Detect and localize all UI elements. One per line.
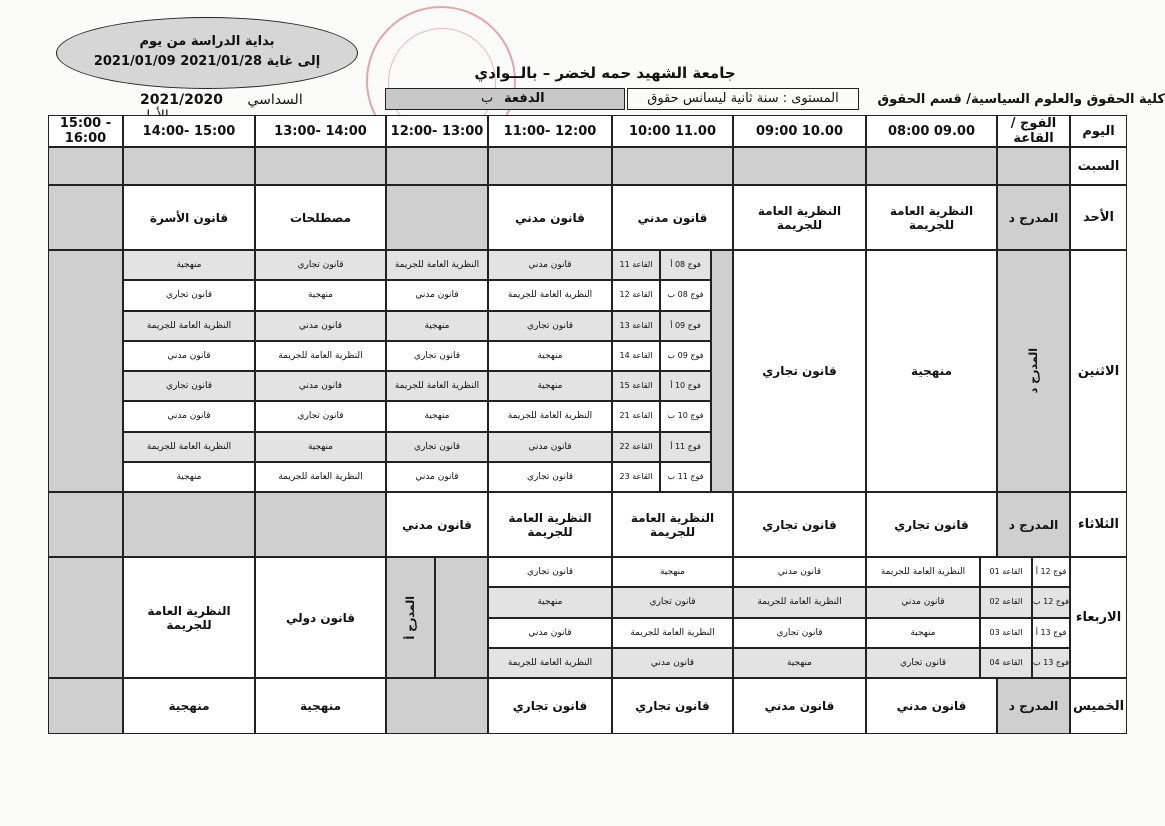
day-monday — [1070, 250, 1127, 492]
monday-group-3 — [660, 341, 711, 371]
wednesday-g1-slot-0 — [866, 587, 980, 617]
start-date-oval — [56, 17, 358, 89]
monday-room — [997, 250, 1070, 492]
thursday-slot-2 — [733, 678, 866, 734]
thursday-slot-7 — [123, 678, 255, 734]
monday-group-4-text: فوج 10 أ — [670, 381, 701, 391]
monday-g0-slot-0 — [488, 250, 612, 280]
wednesday-g3-slot-2 — [612, 648, 733, 678]
wednesday-room-3-text: القاعة 04 — [989, 657, 1023, 667]
wednesday-g3-slot-1-text: منهجية — [786, 657, 813, 668]
wednesday-room-3 — [980, 648, 1032, 678]
wednesday-group-0 — [1032, 557, 1070, 587]
wednesday-g3-slot-0 — [866, 648, 980, 678]
monday-room-4-text: القاعة 15 — [619, 381, 653, 391]
monday-g1-slot-0 — [488, 280, 612, 310]
monday-g7-slot-2 — [255, 462, 386, 492]
wednesday-g0-slot-2-text: منهجية — [659, 567, 686, 578]
monday-g4-slot-0 — [488, 371, 612, 401]
wednesday-g1-slot-1-text: النظرية العامة للجريمة — [757, 597, 842, 608]
monday-group-6 — [660, 432, 711, 462]
monday-g5-slot-1-text: منهجية — [424, 411, 450, 422]
sunday-slot-4 — [488, 185, 612, 250]
monday-group-1 — [660, 280, 711, 310]
monday-g1-slot-2 — [255, 280, 386, 310]
tuesday-empty-6 — [255, 492, 386, 557]
monday-g7-slot-0-text: قانون تجاري — [526, 471, 574, 482]
wednesday-g1-slot-0-text: قانون مدني — [901, 597, 945, 608]
monday-g5-slot-2 — [255, 401, 386, 431]
thursday-slot-4 — [488, 678, 612, 734]
monday-room-2-text: القاعة 13 — [619, 320, 653, 330]
monday-group-2 — [660, 311, 711, 341]
header-time-1 — [866, 115, 997, 147]
header-time-2-text: 09:00 10.00 — [755, 123, 844, 139]
monday-g2-slot-1 — [386, 311, 488, 341]
monday-g3-slot-1-text: قانون تجاري — [413, 350, 461, 361]
wednesday-room-2-text: القاعة 03 — [989, 627, 1023, 637]
day-saturday-text: السبت — [1077, 158, 1120, 174]
monday-g5-slot-2-text: قانون تجاري — [297, 411, 344, 422]
wednesday-g0-slot-0-text: النظرية العامة للجريمة — [880, 567, 966, 578]
batch-box — [385, 88, 625, 110]
thursday-slot-3-text: قانون تجاري — [635, 699, 710, 713]
tuesday-slot-4-text: النظرية العامة للجريمة — [508, 510, 592, 539]
monday-g4-slot-1 — [386, 371, 488, 401]
wednesday-room-0-text: القاعة 01 — [989, 567, 1023, 577]
header-time-2 — [733, 115, 866, 147]
wednesday-slot-6 — [255, 557, 386, 678]
header-time-8 — [48, 115, 123, 147]
monday-g3-slot-3-text: قانون مدني — [167, 350, 211, 361]
wednesday-g1-slot-1 — [733, 587, 866, 617]
monday-room-7-text: القاعة 23 — [619, 471, 653, 481]
wednesday-group-1 — [1032, 587, 1070, 617]
monday-g1-slot-2-text: منهجية — [307, 290, 334, 301]
header-time-1-text: 08:00 09.00 — [887, 123, 976, 139]
wednesday-g2-slot-2 — [612, 618, 733, 648]
thursday-slot-1-text: قانون مدني — [896, 699, 967, 713]
monday-g6-slot-2-text: منهجية — [307, 441, 334, 452]
monday-g3-slot-2-text: النظرية العامة للجريمة — [278, 350, 363, 361]
monday-room-0-text: القاعة 11 — [619, 260, 653, 270]
wednesday-g2-slot-0 — [866, 618, 980, 648]
wednesday-g2-slot-2-text: النظرية العامة للجريمة — [630, 627, 715, 638]
sunday-slot-6-text: مصطلحات — [289, 210, 352, 225]
wednesday-g0-slot-3 — [488, 557, 612, 587]
wednesday-g3-slot-2-text: قانون مدني — [650, 657, 695, 668]
monday-slot-2-text: قانون تجاري — [762, 364, 837, 378]
saturday-empty-3 — [612, 147, 733, 185]
monday-group-0-text: فوج 08 أ — [670, 260, 701, 270]
wednesday-group-2 — [1032, 618, 1070, 648]
wednesday-room-amphi — [386, 557, 435, 678]
monday-group-7-text: فوج 11 ب — [667, 471, 704, 481]
monday-g2-slot-0-text: قانون تجاري — [526, 320, 574, 331]
monday-group-4 — [660, 371, 711, 401]
header-time-4-text: 11:00- 12:00 — [503, 123, 597, 139]
monday-g7-slot-1-text: قانون مدني — [415, 471, 459, 482]
wednesday-room-2 — [980, 618, 1032, 648]
wednesday-g2-slot-3 — [488, 618, 612, 648]
header-time-4 — [488, 115, 612, 147]
sunday-slot-1 — [866, 185, 997, 250]
header-time-3 — [612, 115, 733, 147]
header-time-6 — [255, 115, 386, 147]
monday-g6-slot-0 — [488, 432, 612, 462]
monday-g5-slot-1 — [386, 401, 488, 431]
day-thursday — [1070, 678, 1127, 734]
monday-group-5-text: فوج 10 ب — [667, 411, 704, 421]
batch-label: الدفعة — [504, 91, 545, 106]
wednesday-group-3 — [1032, 648, 1070, 678]
wednesday-room-0 — [980, 557, 1032, 587]
monday-group-6-text: فوج 11 أ — [670, 441, 701, 451]
header-time-7-text: 14:00- 15:00 — [142, 123, 236, 139]
tuesday-slot-3-text: النظرية العامة للجريمة — [630, 510, 715, 539]
wednesday-slot-7-text: النظرية العامة للجريمة — [147, 603, 231, 632]
monday-g1-slot-1-text: قانون مدني — [415, 290, 459, 301]
wednesday-slot-6-text: قانون دولي — [285, 610, 356, 625]
saturday-empty-4 — [488, 147, 612, 185]
monday-g7-slot-3-text: منهجية — [176, 471, 202, 482]
tuesday-room-text: المدرج د — [1008, 517, 1059, 532]
monday-slot-1 — [866, 250, 997, 492]
tuesday-slot-1 — [866, 492, 997, 557]
level-text: المستوى : سنة ثانية ليسانس حقوق — [647, 91, 839, 106]
wednesday-g0-slot-3-text: قانون تجاري — [526, 567, 574, 578]
monday-g7-slot-2-text: النظرية العامة للجريمة — [278, 471, 363, 482]
monday-g3-slot-3 — [123, 341, 255, 371]
sunday-slot-7-text: قانون الأسرة — [149, 210, 229, 225]
wednesday-g2-slot-1-text: قانون تجاري — [776, 627, 823, 638]
oval-line1: بداية الدراسة من يوم — [139, 34, 275, 49]
level-box — [627, 88, 859, 110]
wednesday-g1-slot-3-text: منهجية — [537, 597, 563, 608]
header-time-5 — [386, 115, 488, 147]
thursday-empty-5 — [386, 678, 488, 734]
monday-group-0 — [660, 250, 711, 280]
monday-g5-slot-0 — [488, 401, 612, 431]
monday-g2-slot-2 — [255, 311, 386, 341]
wednesday-slot-7 — [123, 557, 255, 678]
monday-g7-slot-1 — [386, 462, 488, 492]
header-day — [1070, 115, 1127, 147]
day-tuesday-text: الثلاثاء — [1078, 517, 1119, 532]
wednesday-g3-slot-1 — [733, 648, 866, 678]
header-time-5-text: 12:00- 13:00 — [390, 123, 484, 139]
monday-g0-slot-1-text: النظرية العامة للجريمة — [394, 260, 480, 271]
saturday-empty-7 — [123, 147, 255, 185]
wednesday-g3-slot-0-text: قانون تجاري — [899, 657, 947, 668]
header-time-7 — [123, 115, 255, 147]
monday-g3-slot-0 — [488, 341, 612, 371]
monday-divider — [711, 250, 733, 492]
thursday-room — [997, 678, 1070, 734]
day-tuesday — [1070, 492, 1127, 557]
sunday-room-text: المدرج د — [1008, 210, 1059, 225]
monday-room-1 — [612, 280, 660, 310]
monday-g5-slot-3 — [123, 401, 255, 431]
sunday-slot-2 — [733, 185, 866, 250]
monday-room-6 — [612, 432, 660, 462]
saturday-empty-1 — [866, 147, 997, 185]
thursday-slot-6 — [255, 678, 386, 734]
sunday-slot-7 — [123, 185, 255, 250]
thursday-slot-6-text: منهجية — [299, 699, 342, 713]
wednesday-g2-slot-3-text: قانون مدني — [528, 627, 572, 638]
monday-group-2-text: فوج 09 أ — [670, 320, 701, 330]
header-day-text: اليوم — [1082, 123, 1115, 139]
day-monday-text: الاثنين — [1077, 363, 1120, 379]
monday-g2-slot-3-text: النظرية العامة للجريمة — [146, 320, 232, 331]
monday-g4-slot-3 — [123, 371, 255, 401]
sunday-empty-5 — [386, 185, 488, 250]
monday-room-3 — [612, 341, 660, 371]
monday-g7-slot-3 — [123, 462, 255, 492]
wednesday-room-1-text: القاعة 02 — [989, 597, 1023, 607]
thursday-slot-1 — [866, 678, 997, 734]
header-group — [997, 115, 1070, 147]
monday-g2-slot-0 — [488, 311, 612, 341]
sunday-slot-3-text: قانون مدني — [637, 210, 708, 225]
monday-group-3-text: فوج 09 ب — [667, 350, 704, 360]
university-title: جامعة الشهيد حمه لخضر – بالــوادي — [474, 64, 736, 82]
semester-label: السداسي — [247, 92, 303, 108]
monday-g3-slot-0-text: منهجية — [537, 350, 563, 361]
monday-g4-slot-1-text: النظرية العامة للجريمة — [394, 381, 480, 392]
tuesday-slot-4 — [488, 492, 612, 557]
monday-empty-8 — [48, 250, 123, 492]
wednesday-g1-slot-3 — [488, 587, 612, 617]
wednesday-group-1-text: فوج 12 ب — [1033, 597, 1069, 607]
monday-g4-slot-3-text: قانون تجاري — [165, 381, 213, 392]
wednesday-g0-slot-2 — [612, 557, 733, 587]
monday-g4-slot-2 — [255, 371, 386, 401]
thursday-slot-3 — [612, 678, 733, 734]
monday-g1-slot-1 — [386, 280, 488, 310]
tuesday-slot-3 — [612, 492, 733, 557]
wednesday-g1-slot-2-text: قانون تجاري — [649, 597, 696, 608]
monday-room-2 — [612, 311, 660, 341]
monday-room-3-text: القاعة 14 — [619, 350, 653, 360]
year: 2021/2020 — [140, 92, 224, 108]
monday-room-4 — [612, 371, 660, 401]
wednesday-room-1 — [980, 587, 1032, 617]
monday-g3-slot-2 — [255, 341, 386, 371]
wednesday-group-2-text: فوج 13 أ — [1035, 627, 1067, 637]
saturday-empty-6 — [255, 147, 386, 185]
monday-g7-slot-0 — [488, 462, 612, 492]
header-time-3-text: 10:00 11.00 — [628, 123, 717, 139]
day-thursday-text: الخميس — [1072, 698, 1125, 714]
monday-g0-slot-3 — [123, 250, 255, 280]
monday-g6-slot-3-text: النظرية العامة للجريمة — [146, 441, 232, 452]
monday-slot-2 — [733, 250, 866, 492]
wednesday-g0-slot-1 — [733, 557, 866, 587]
faculty-title: كلية الحقوق والعلوم السياسية/ قسم الحقوق — [877, 92, 1165, 107]
monday-g0-slot-1 — [386, 250, 488, 280]
tuesday-slot-2 — [733, 492, 866, 557]
day-wednesday-text: الاربعاء — [1075, 610, 1122, 625]
monday-g4-slot-0-text: منهجية — [537, 381, 563, 392]
monday-g1-slot-3-text: قانون تجاري — [165, 290, 213, 301]
wednesday-g2-slot-0-text: منهجية — [910, 627, 936, 638]
monday-g3-slot-1 — [386, 341, 488, 371]
thursday-slot-2-text: قانون مدني — [764, 699, 835, 713]
monday-g5-slot-3-text: قانون مدني — [167, 411, 211, 422]
tuesday-room — [997, 492, 1070, 557]
monday-g6-slot-3 — [123, 432, 255, 462]
thursday-slot-4-text: قانون تجاري — [512, 699, 588, 713]
monday-g0-slot-0-text: قانون مدني — [528, 260, 572, 271]
sunday-empty-8 — [48, 185, 123, 250]
header-group-text: الفوج / القاعة — [1010, 116, 1057, 146]
sunday-slot-4-text: قانون مدني — [515, 210, 585, 225]
monday-room-0 — [612, 250, 660, 280]
wednesday-gap — [435, 557, 488, 678]
wednesday-empty-8 — [48, 557, 123, 678]
batch-value: ب — [481, 91, 494, 106]
monday-room-5-text: القاعة 21 — [619, 411, 653, 421]
tuesday-slot-1-text: قانون تجاري — [894, 517, 969, 532]
monday-room-5 — [612, 401, 660, 431]
saturday-empty-8 — [48, 147, 123, 185]
day-sunday-text: الأحد — [1082, 210, 1114, 225]
sunday-slot-1-text: النظرية العامة للجريمة — [889, 203, 974, 232]
oval-line2: 2021/01/09 إلى غاية 2021/01/28 — [93, 54, 321, 69]
wednesday-room-amphi-text: المدرج أ — [404, 595, 417, 640]
wednesday-group-0-text: فوج 12 أ — [1035, 567, 1067, 577]
day-saturday — [1070, 147, 1127, 185]
sunday-slot-2-text: النظرية العامة للجريمة — [757, 203, 842, 232]
monday-g4-slot-2-text: قانون مدني — [298, 381, 343, 392]
day-sunday — [1070, 185, 1127, 250]
monday-room-1-text: القاعة 12 — [619, 290, 653, 300]
thursday-room-text: المدرج د — [1008, 699, 1059, 713]
wednesday-g0-slot-1-text: قانون مدني — [777, 567, 822, 578]
tuesday-slot-2-text: قانون تجاري — [762, 517, 837, 532]
tuesday-slot-5 — [386, 492, 488, 557]
monday-g0-slot-3-text: منهجية — [176, 260, 202, 271]
tuesday-empty-8 — [48, 492, 123, 557]
monday-g6-slot-1-text: قانون تجاري — [413, 441, 461, 452]
monday-room-7 — [612, 462, 660, 492]
tuesday-slot-5-text: قانون مدني — [402, 517, 472, 532]
monday-group-7 — [660, 462, 711, 492]
monday-g5-slot-0-text: النظرية العامة للجريمة — [507, 411, 593, 422]
monday-g0-slot-2-text: قانون تجاري — [297, 260, 344, 271]
monday-room-text: المدرج د — [1027, 348, 1040, 394]
monday-g6-slot-0-text: قانون مدني — [528, 441, 572, 452]
monday-group-5 — [660, 401, 711, 431]
sunday-room — [997, 185, 1070, 250]
monday-room-6-text: القاعة 22 — [619, 441, 653, 451]
wednesday-g0-slot-0 — [866, 557, 980, 587]
thursday-empty-8 — [48, 678, 123, 734]
wednesday-g3-slot-3 — [488, 648, 612, 678]
monday-g2-slot-3 — [123, 311, 255, 341]
monday-group-1-text: فوج 08 ب — [667, 290, 704, 300]
sunday-slot-3 — [612, 185, 733, 250]
monday-g1-slot-3 — [123, 280, 255, 310]
monday-g1-slot-0-text: النظرية العامة للجريمة — [507, 290, 593, 301]
monday-g2-slot-1-text: منهجية — [424, 320, 450, 331]
saturday-empty-2 — [733, 147, 866, 185]
header-time-6-text: 13:00- 14:00 — [274, 123, 367, 139]
sunday-slot-6 — [255, 185, 386, 250]
wednesday-g1-slot-2 — [612, 587, 733, 617]
wednesday-group-3-text: فوج 13 ب — [1033, 657, 1069, 667]
saturday-empty-5 — [386, 147, 488, 185]
saturday-empty-0 — [997, 147, 1070, 185]
header-time-8-text: 15:00 - 16:00 — [59, 116, 112, 146]
monday-g6-slot-1 — [386, 432, 488, 462]
wednesday-g3-slot-3-text: النظرية العامة للجريمة — [507, 657, 593, 668]
monday-g6-slot-2 — [255, 432, 386, 462]
monday-slot-1-text: منهجية — [910, 364, 953, 378]
monday-g2-slot-2-text: قانون مدني — [298, 320, 343, 331]
day-wednesday — [1070, 557, 1127, 678]
monday-g0-slot-2 — [255, 250, 386, 280]
tuesday-empty-7 — [123, 492, 255, 557]
wednesday-g2-slot-1 — [733, 618, 866, 648]
thursday-slot-7-text: منهجية — [168, 699, 210, 713]
